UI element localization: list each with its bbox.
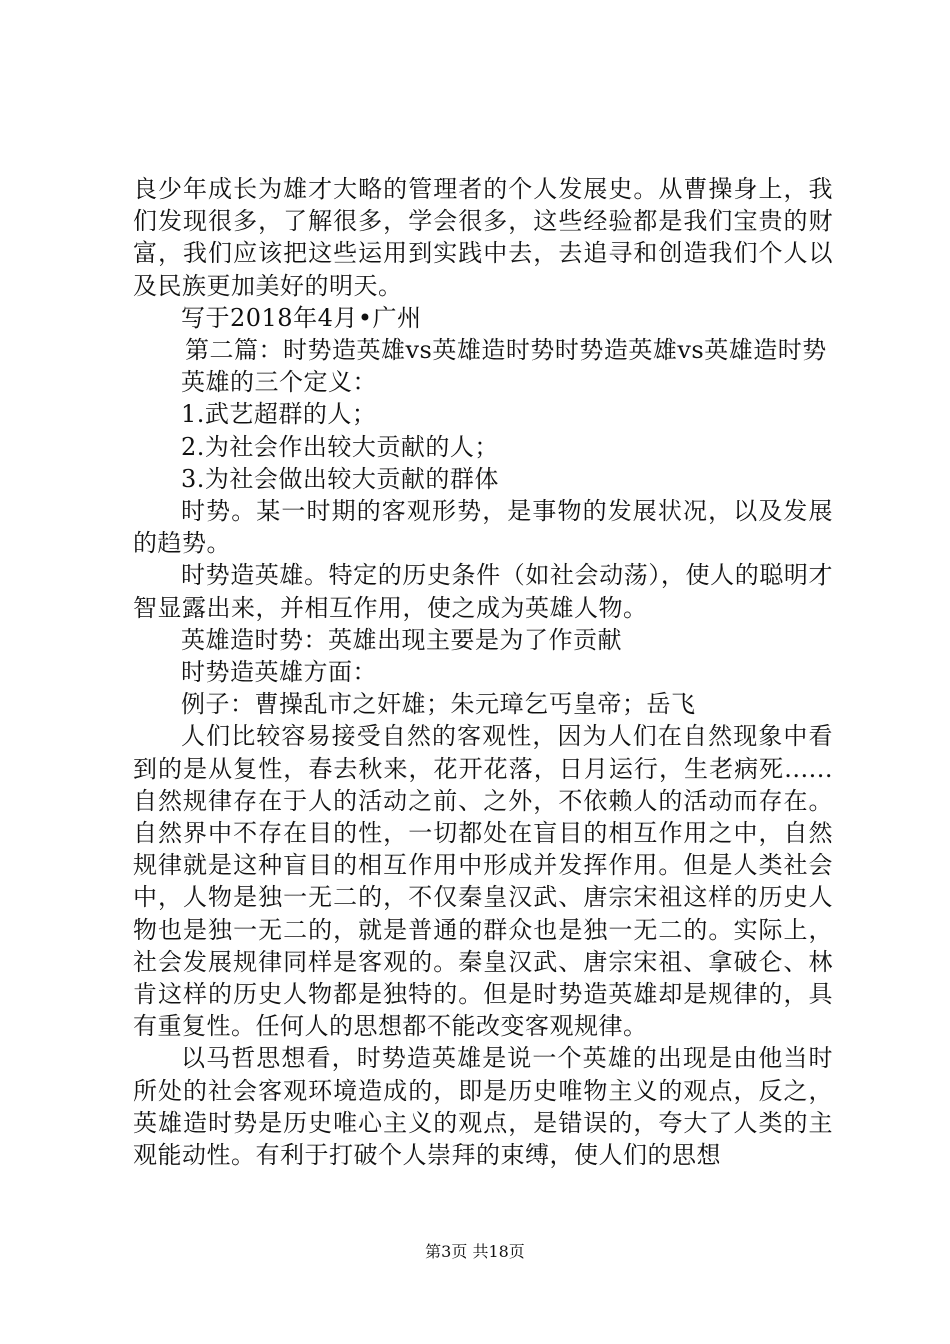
- paragraph-body-1: 人们比较容易接受自然的客观性，因为人们在自然现象中看到的是从复性，春去秋来，花开花落，日月运行，生老病死......自然规律存在于人的活动之前、之外，不依赖人的活动而存在。自然界中不存在目的性，一切都处在盲目的相互作用之中，自然规律就是这种盲目的相互作用中形成并发挥作用。但是人类社会中，人物是独一无二的，不仅秦皇汉武、唐宗宋祖这样的历史人物也是独一无二的，就是普通的群众也是独一无二的。实际上，社会发展规律同样是客观的。秦皇汉武、唐宗宋祖、拿破仑、林肯这样的历史人物都是独特的。但是时势造英雄却是规律的，具有重复性。任何人的思想都不能改变客观规律。: [133, 722, 833, 1041]
- page-number: 第3页 共18页: [425, 1242, 525, 1261]
- page-footer: [0, 1242, 950, 1262]
- paragraph-date: 写于2018年4月•广州: [181, 303, 422, 332]
- list-item-definition-2: 2.为社会作出较大贡献的人；: [181, 432, 499, 461]
- paragraph-body-2: 以马哲思想看，时势造英雄是说一个英雄的出现是由他当时所处的社会客观环境造成的，即是历史唯物主义的观点，反之，英雄造时势是历史唯心主义的观点，是错误的，夸大了人类的主观能动性。有利于打破个人崇拜的束缚，使人们的思想: [133, 1044, 833, 1170]
- paragraph-continuation: 良少年成长为雄才大略的管理者的个人发展史。从曹操身上，我们发现很多，了解很多，学会很多，这些经验都是我们宝贵的财富，我们应该把这些运用到实践中去，去追寻和创造我们个人以及民族更加美好的明天。: [133, 175, 833, 300]
- paragraph-shishi: 时势。某一时期的客观形势，是事物的发展状况，以及发展的趋势。: [133, 497, 833, 558]
- body-text: [133, 173, 833, 1171]
- paragraph-shishi-zao-yingxiong: 时势造英雄。特定的历史条件（如社会动荡），使人的聪明才智显露出来，并相互作用，使之成为英雄人物。: [133, 561, 833, 622]
- list-item-definition-3: 3.为社会做出较大贡献的群体: [181, 464, 499, 493]
- paragraph-example: 例子：曹操乱市之奸雄；朱元璋乞丐皇帝；岳飞: [181, 690, 696, 719]
- section-heading: 第二篇：时势造英雄vs英雄造时势时势造英雄vs英雄造时势: [185, 336, 827, 365]
- paragraph-definition-title: 英雄的三个定义：: [181, 368, 377, 397]
- paragraph-yingxiong-zao-shishi: 英雄造时势：英雄出现主要是为了作贡献: [181, 625, 622, 654]
- list-item-definition-1: 1.武艺超群的人；: [181, 400, 377, 429]
- paragraph-aspect: 时势造英雄方面：: [181, 658, 377, 687]
